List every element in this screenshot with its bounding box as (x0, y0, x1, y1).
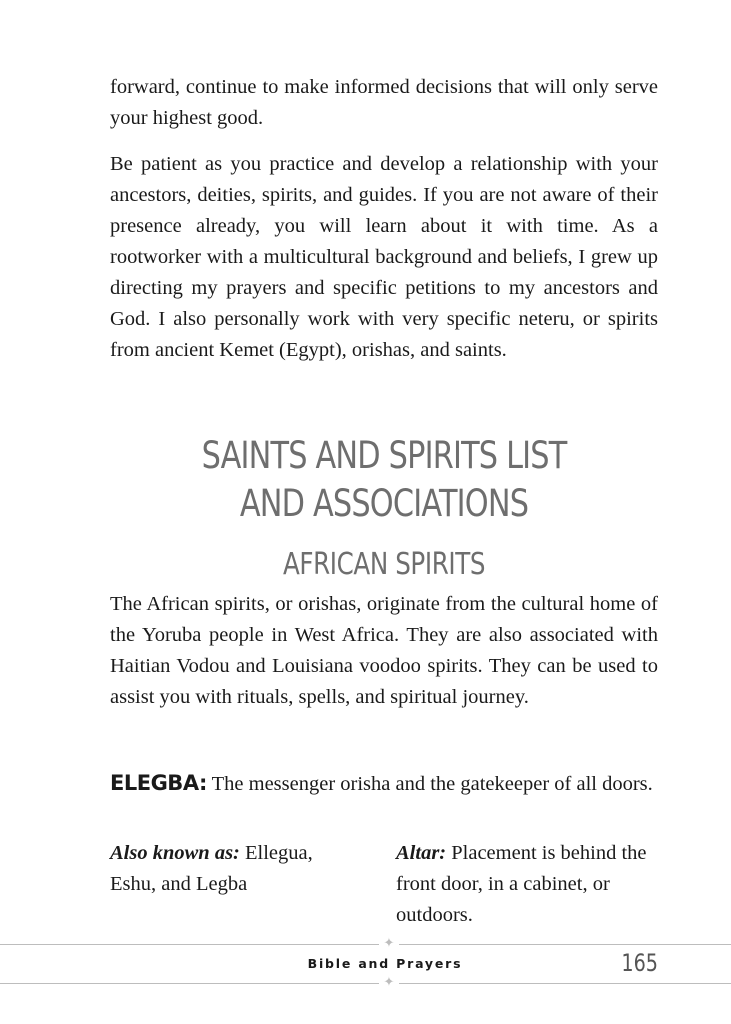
section-heading-line2: AND ASSOCIATIONS (239, 482, 529, 525)
aka-value: Ellegua, Eshu, and Legba (110, 842, 313, 895)
section-heading (159, 432, 608, 528)
footer-rule-bottom (0, 983, 731, 984)
aka-label: Also known as: (110, 842, 240, 864)
section-heading-line1: SAINTS AND SPIRITS LIST (201, 434, 567, 477)
entry-altar (396, 838, 658, 931)
altar-value: Placement is behind the front door, in a cabinet, or outdoors. (396, 842, 647, 926)
paragraph-continuation: forward, continue to make informed decisions that will only serve your highest good. (110, 76, 658, 129)
entry-elegba (110, 768, 658, 800)
paragraph-african-spirits-intro: The African spirits, or orishas, originate from the cultural home of the Yoruba people in West Africa. They are also associated with Haitian Vodou and Louisiana voodoo spirits. They can be used to assist you with rituals, spells, and spiritual journey. (110, 593, 658, 708)
star-ornament-icon: ✦ (379, 976, 399, 990)
star-ornament-icon: ✦ (379, 937, 399, 951)
subheading-african-spirits: AFRICAN SPIRITS (282, 547, 486, 582)
paragraph-relationship: Be patient as you practice and develop a relationship with your ancestors, deities, spirits, and guides. If you are not aware of their presence already, you will learn about it with time. As a rootworker with a multicultural background and beliefs, I grew up directing my prayers and specific petitions to my ancestors and God. I also personally work with very specific neteru, or spirits from ancient Kemet (Egypt), orishas, and saints. (110, 153, 658, 361)
page-number: 165 (621, 949, 658, 977)
entry-description: The messenger orisha and the gatekeeper of all doors. (211, 773, 653, 795)
entry-name: ELEGBA: (110, 771, 207, 795)
running-title: Bible and Prayers (307, 956, 463, 971)
footer-rule-top (0, 944, 731, 945)
altar-label: Altar: (396, 842, 447, 864)
entry-aka (110, 838, 360, 900)
